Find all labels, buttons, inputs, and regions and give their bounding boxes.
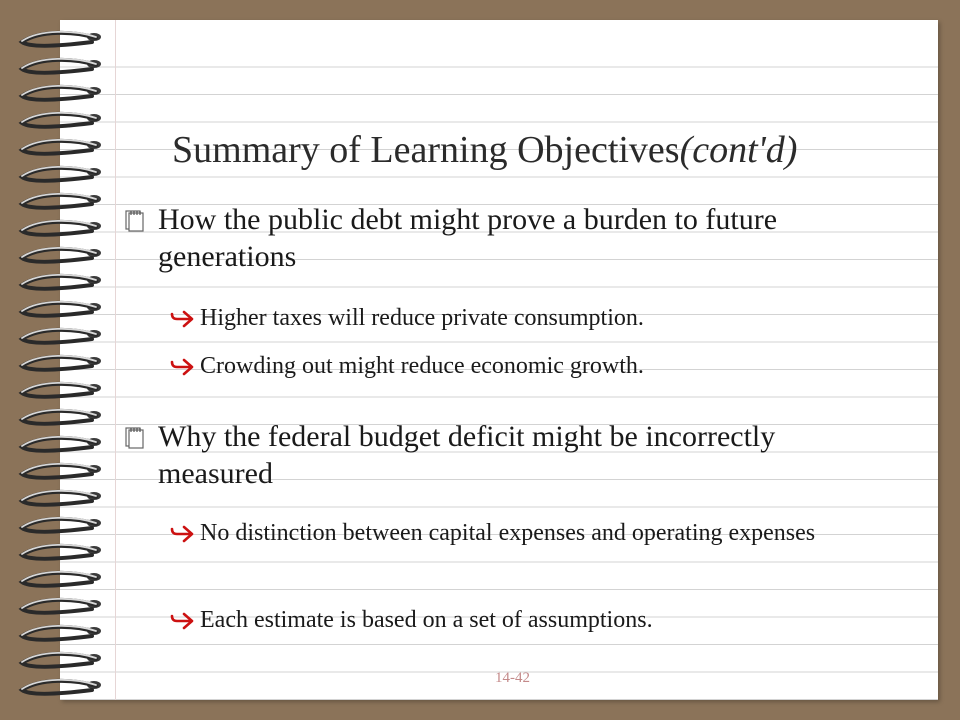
sub-bullet-1-1-text: Higher taxes will reduce private consumption. [200, 305, 644, 331]
sub-bullet-2-2 [200, 605, 910, 635]
bullet-1 [158, 201, 878, 275]
page-margin-line [115, 20, 116, 700]
sub-bullet-2-1 [200, 518, 910, 548]
sub-bullet-1-1 [200, 303, 910, 333]
arrow-right-icon [170, 611, 194, 631]
sub-bullet-1-2 [200, 351, 910, 381]
sub-bullet-2-2-text: Each estimate is based on a set of assumptions. [200, 607, 653, 633]
slide-title [172, 128, 797, 172]
title-suffix: (cont'd) [679, 129, 798, 171]
arrow-right-icon [170, 524, 194, 544]
sub-bullet-1-2-text: Crowding out might reduce economic growth. [200, 353, 644, 379]
notepad-icon [124, 425, 146, 449]
title-main: Summary of Learning Objectives [172, 129, 680, 171]
notepad-icon [124, 208, 146, 232]
bullet-1-text: How the public debt might prove a burden to future generations [158, 203, 778, 273]
arrow-right-icon [170, 309, 194, 329]
bullet-2 [158, 418, 878, 492]
sub-bullet-2-1-text: No distinction between capital expenses and operating expenses [200, 520, 816, 546]
page-number: 14-42 [495, 670, 530, 686]
arrow-right-icon [170, 357, 194, 377]
bullet-2-text: Why the federal budget deficit might be incorrectly measured [158, 420, 776, 490]
